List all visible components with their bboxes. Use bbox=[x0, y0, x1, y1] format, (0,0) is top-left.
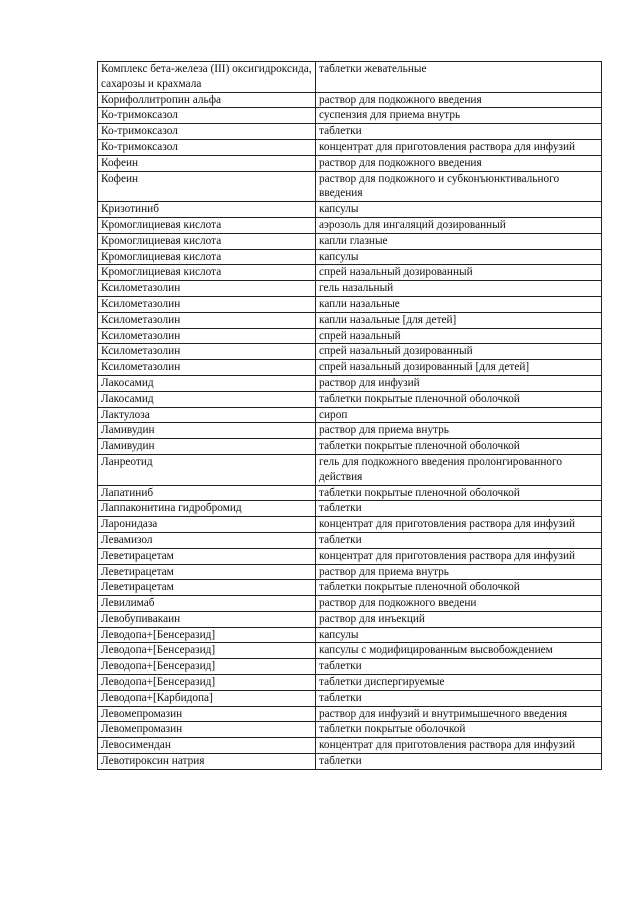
table-row bbox=[98, 375, 602, 391]
drug-name-cell: Кофеин bbox=[98, 171, 316, 202]
dosage-form-cell: аэрозоль для ингаляций дозированный bbox=[316, 217, 602, 233]
drug-name-cell: Левомепромазин bbox=[98, 706, 316, 722]
dosage-form-cell: таблетки bbox=[316, 690, 602, 706]
dosage-form-cell: таблетки диспергируемые bbox=[316, 675, 602, 691]
drug-name-cell: Кризотиниб bbox=[98, 202, 316, 218]
drug-name-cell: Ксилометазолин bbox=[98, 328, 316, 344]
drug-name-cell: Лапатиниб bbox=[98, 485, 316, 501]
dosage-form-cell: капсулы с модифицированным высвобождением bbox=[316, 643, 602, 659]
dosage-form-cell: таблетки покрытые пленочной оболочкой bbox=[316, 439, 602, 455]
table-row bbox=[98, 249, 602, 265]
drug-name-cell: Левамизол bbox=[98, 532, 316, 548]
dosage-form-cell: раствор для инфузий и внутримышечного введения bbox=[316, 706, 602, 722]
dosage-form-cell: спрей назальный дозированный [для детей] bbox=[316, 360, 602, 376]
dosage-form-cell: раствор для инфузий bbox=[316, 375, 602, 391]
table-row bbox=[98, 439, 602, 455]
dosage-form-cell: таблетки покрытые оболочкой bbox=[316, 722, 602, 738]
table-row bbox=[98, 360, 602, 376]
dosage-form-cell: раствор для подкожного и субконъюнктивального введения bbox=[316, 171, 602, 202]
dosage-form-cell: гель для подкожного введения пролонгированного действия bbox=[316, 454, 602, 485]
table-row bbox=[98, 171, 602, 202]
dosage-form-cell: концентрат для приготовления раствора для инфузий bbox=[316, 517, 602, 533]
drug-name-cell: Ксилометазолин bbox=[98, 360, 316, 376]
table-row bbox=[98, 92, 602, 108]
table-row bbox=[98, 501, 602, 517]
table-row bbox=[98, 675, 602, 691]
table-row bbox=[98, 564, 602, 580]
table-row bbox=[98, 62, 602, 93]
table-row bbox=[98, 754, 602, 770]
drug-name-cell: Ламивудин bbox=[98, 439, 316, 455]
table-row bbox=[98, 281, 602, 297]
drug-name-cell: Ланреотид bbox=[98, 454, 316, 485]
drug-name-cell: Левотироксин натрия bbox=[98, 754, 316, 770]
table-row bbox=[98, 596, 602, 612]
dosage-form-cell: раствор для подкожного введения bbox=[316, 92, 602, 108]
table-row bbox=[98, 580, 602, 596]
drug-name-cell: Кромоглициевая кислота bbox=[98, 233, 316, 249]
drug-name-cell: Комплекс бета-железа (III) оксигидроксида, сахарозы и крахмала bbox=[98, 62, 316, 93]
drug-name-cell: Лактулоза bbox=[98, 407, 316, 423]
table-row bbox=[98, 738, 602, 754]
dosage-form-cell: таблетки bbox=[316, 754, 602, 770]
table-row bbox=[98, 454, 602, 485]
dosage-form-cell: таблетки bbox=[316, 124, 602, 140]
table-row bbox=[98, 611, 602, 627]
drug-name-cell: Лакосамид bbox=[98, 391, 316, 407]
dosage-form-cell: таблетки bbox=[316, 532, 602, 548]
drug-name-cell: Ко-тримоксазол bbox=[98, 139, 316, 155]
dosage-form-cell: суспензия для приема внутрь bbox=[316, 108, 602, 124]
drug-name-cell: Леводопа+[Бенсеразид] bbox=[98, 675, 316, 691]
dosage-form-cell: таблетки покрытые пленочной оболочкой bbox=[316, 485, 602, 501]
drug-name-cell: Ксилометазолин bbox=[98, 281, 316, 297]
drug-name-cell: Корифоллитропин альфа bbox=[98, 92, 316, 108]
dosage-form-cell: раствор для приема внутрь bbox=[316, 564, 602, 580]
drug-name-cell: Леводопа+[Карбидопа] bbox=[98, 690, 316, 706]
table-row bbox=[98, 202, 602, 218]
dosage-form-cell: раствор для инъекций bbox=[316, 611, 602, 627]
dosage-form-cell: раствор для приема внутрь bbox=[316, 423, 602, 439]
dosage-form-cell: таблетки покрытые пленочной оболочкой bbox=[316, 391, 602, 407]
table-row bbox=[98, 548, 602, 564]
drug-name-cell: Кофеин bbox=[98, 155, 316, 171]
dosage-form-cell: капли назальные bbox=[316, 296, 602, 312]
drug-forms-table bbox=[97, 61, 602, 770]
drug-name-cell: Леводопа+[Бенсеразид] bbox=[98, 627, 316, 643]
drug-name-cell: Кромоглициевая кислота bbox=[98, 217, 316, 233]
table-row bbox=[98, 217, 602, 233]
drug-name-cell: Леветирацетам bbox=[98, 564, 316, 580]
drug-name-cell: Лакосамид bbox=[98, 375, 316, 391]
table-row bbox=[98, 155, 602, 171]
dosage-form-cell: сироп bbox=[316, 407, 602, 423]
dosage-form-cell: таблетки покрытые пленочной оболочкой bbox=[316, 580, 602, 596]
dosage-form-cell: капсулы bbox=[316, 627, 602, 643]
table-row bbox=[98, 517, 602, 533]
drug-name-cell: Леветирацетам bbox=[98, 580, 316, 596]
dosage-form-cell: раствор для подкожного введения bbox=[316, 155, 602, 171]
table-row bbox=[98, 108, 602, 124]
table-row bbox=[98, 627, 602, 643]
table-row bbox=[98, 265, 602, 281]
dosage-form-cell: спрей назальный дозированный bbox=[316, 344, 602, 360]
drug-name-cell: Левомепромазин bbox=[98, 722, 316, 738]
dosage-form-cell: концентрат для приготовления раствора для инфузий bbox=[316, 548, 602, 564]
table-row bbox=[98, 139, 602, 155]
table-row bbox=[98, 643, 602, 659]
table-body bbox=[98, 62, 602, 770]
dosage-form-cell: таблетки bbox=[316, 501, 602, 517]
drug-name-cell: Ларонидаза bbox=[98, 517, 316, 533]
dosage-form-cell: спрей назальный дозированный bbox=[316, 265, 602, 281]
table-row bbox=[98, 328, 602, 344]
drug-name-cell: Левосимендан bbox=[98, 738, 316, 754]
dosage-form-cell: капсулы bbox=[316, 202, 602, 218]
dosage-form-cell: капсулы bbox=[316, 249, 602, 265]
drug-name-cell: Ксилометазолин bbox=[98, 312, 316, 328]
dosage-form-cell: таблетки жевательные bbox=[316, 62, 602, 93]
dosage-form-cell: концентрат для приготовления раствора для инфузий bbox=[316, 139, 602, 155]
table-row bbox=[98, 690, 602, 706]
table-row bbox=[98, 344, 602, 360]
drug-name-cell: Левилимаб bbox=[98, 596, 316, 612]
drug-name-cell: Кромоглициевая кислота bbox=[98, 249, 316, 265]
table-row bbox=[98, 407, 602, 423]
dosage-form-cell: таблетки bbox=[316, 659, 602, 675]
table-row bbox=[98, 391, 602, 407]
drug-name-cell: Ксилометазолин bbox=[98, 344, 316, 360]
table-row bbox=[98, 485, 602, 501]
table-row bbox=[98, 296, 602, 312]
drug-name-cell: Лаппаконитина гидробромид bbox=[98, 501, 316, 517]
dosage-form-cell: концентрат для приготовления раствора для инфузий bbox=[316, 738, 602, 754]
table-row bbox=[98, 706, 602, 722]
table-row bbox=[98, 423, 602, 439]
drug-name-cell: Левобупивакаин bbox=[98, 611, 316, 627]
table-row bbox=[98, 233, 602, 249]
drug-name-cell: Леветирацетам bbox=[98, 548, 316, 564]
drug-name-cell: Ксилометазолин bbox=[98, 296, 316, 312]
dosage-form-cell: капли глазные bbox=[316, 233, 602, 249]
table-row bbox=[98, 312, 602, 328]
dosage-form-cell: гель назальный bbox=[316, 281, 602, 297]
table-row bbox=[98, 532, 602, 548]
dosage-form-cell: раствор для подкожного введени bbox=[316, 596, 602, 612]
drug-name-cell: Леводопа+[Бенсеразид] bbox=[98, 659, 316, 675]
table-row bbox=[98, 659, 602, 675]
dosage-form-cell: спрей назальный bbox=[316, 328, 602, 344]
table-row bbox=[98, 124, 602, 140]
table-row bbox=[98, 722, 602, 738]
drug-name-cell: Леводопа+[Бенсеразид] bbox=[98, 643, 316, 659]
drug-name-cell: Ко-тримоксазол bbox=[98, 124, 316, 140]
drug-name-cell: Ламивудин bbox=[98, 423, 316, 439]
drug-name-cell: Ко-тримоксазол bbox=[98, 108, 316, 124]
drug-name-cell: Кромоглициевая кислота bbox=[98, 265, 316, 281]
dosage-form-cell: капли назальные [для детей] bbox=[316, 312, 602, 328]
